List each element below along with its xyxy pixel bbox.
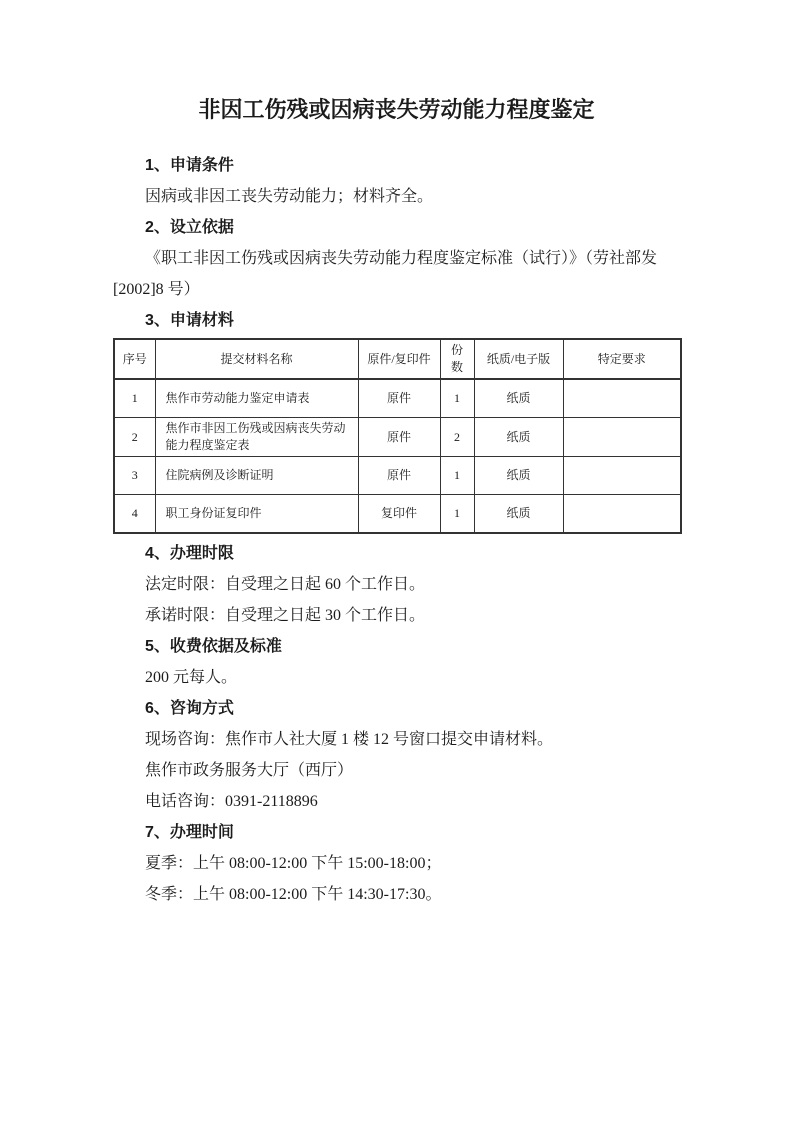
cell-special-requirements	[563, 418, 681, 457]
materials-table-row	[114, 495, 681, 534]
cell-paper-or-electronic: 纸质	[474, 418, 563, 457]
cell-original-or-copy: 复印件	[358, 495, 440, 534]
header-cell-special-requirements: 特定要求	[563, 339, 681, 379]
cell-special-requirements	[563, 495, 681, 534]
cell-copies: 1	[440, 379, 474, 418]
paragraph-onsite-consultation: 现场咨询：焦作市人社大厦 1 楼 12 号窗口提交申请材料。	[145, 731, 554, 748]
cell-material-name: 焦作市非因工伤残或因病丧失劳动能力程度鉴定表	[155, 418, 358, 457]
materials-table-row	[114, 379, 681, 418]
cell-paper-or-electronic: 纸质	[474, 495, 563, 534]
materials-table	[113, 338, 682, 534]
section-heading-application-materials: 3、申请材料	[145, 312, 234, 329]
header-cell-paper-or-electronic: 纸质/电子版	[474, 339, 563, 379]
paragraph-establishment-basis: 《职工非因工伤残或因病丧失劳动能力程度鉴定标准（试行）》（劳社部发[2002]8 号）	[113, 250, 658, 298]
cell-original-or-copy: 原件	[358, 457, 440, 495]
cell-material-name: 焦作市劳动能力鉴定申请表	[155, 379, 358, 418]
cell-material-name: 职工身份证复印件	[155, 495, 358, 534]
cell-paper-or-electronic: 纸质	[474, 379, 563, 418]
paragraph-statutory-limit: 法定时限：自受理之日起 60 个工作日。	[145, 576, 426, 593]
header-cell-original-or-copy: 原件/复印件	[358, 339, 440, 379]
section-heading-processing-time-limit: 4、办理时限	[145, 545, 234, 562]
section-heading-application-conditions: 1、申请条件	[145, 157, 234, 174]
cell-copies: 1	[440, 457, 474, 495]
materials-table-row	[114, 418, 681, 457]
cell-original-or-copy: 原件	[358, 418, 440, 457]
paragraph-phone-consultation: 电话咨询：0391-2118896	[145, 793, 318, 810]
cell-seq-no: 4	[114, 495, 155, 534]
cell-copies: 1	[440, 495, 474, 534]
cell-seq-no: 2	[114, 418, 155, 457]
paragraph-application-conditions: 因病或非因工丧失劳动能力；材料齐全。	[145, 188, 434, 205]
materials-table-row	[114, 457, 681, 495]
cell-copies: 2	[440, 418, 474, 457]
cell-paper-or-electronic: 纸质	[474, 457, 563, 495]
header-cell-copies: 份数	[440, 339, 474, 379]
section-heading-office-hours: 7、办理时间	[145, 824, 234, 841]
cell-seq-no: 1	[114, 379, 155, 418]
section-heading-consultation-method: 6、咨询方式	[145, 700, 234, 717]
section-heading-fee-basis: 5、收费依据及标准	[145, 638, 282, 655]
cell-original-or-copy: 原件	[358, 379, 440, 418]
paragraph-summer-hours: 夏季：上午 08:00-12:00 下午 15:00-18:00；	[145, 855, 442, 872]
paragraph-winter-hours: 冬季：上午 08:00-12:00 下午 14:30-17:30。	[145, 886, 442, 903]
cell-material-name: 住院病例及诊断证明	[155, 457, 358, 495]
header-cell-seq-no: 序号	[114, 339, 155, 379]
cell-special-requirements	[563, 379, 681, 418]
cell-seq-no: 3	[114, 457, 155, 495]
header-cell-material-name: 提交材料名称	[155, 339, 358, 379]
document-title: 非因工伤残或因病丧失劳动能力程度鉴定	[198, 97, 595, 122]
section-heading-establishment-basis: 2、设立依据	[145, 219, 234, 236]
paragraph-service-hall: 焦作市政务服务大厅（西厅）	[145, 762, 354, 779]
cell-special-requirements	[563, 457, 681, 495]
paragraph-promised-limit: 承诺时限：自受理之日起 30 个工作日。	[145, 607, 426, 624]
paragraph-fee: 200 元每人。	[145, 669, 238, 686]
materials-table-header-row	[114, 339, 681, 379]
